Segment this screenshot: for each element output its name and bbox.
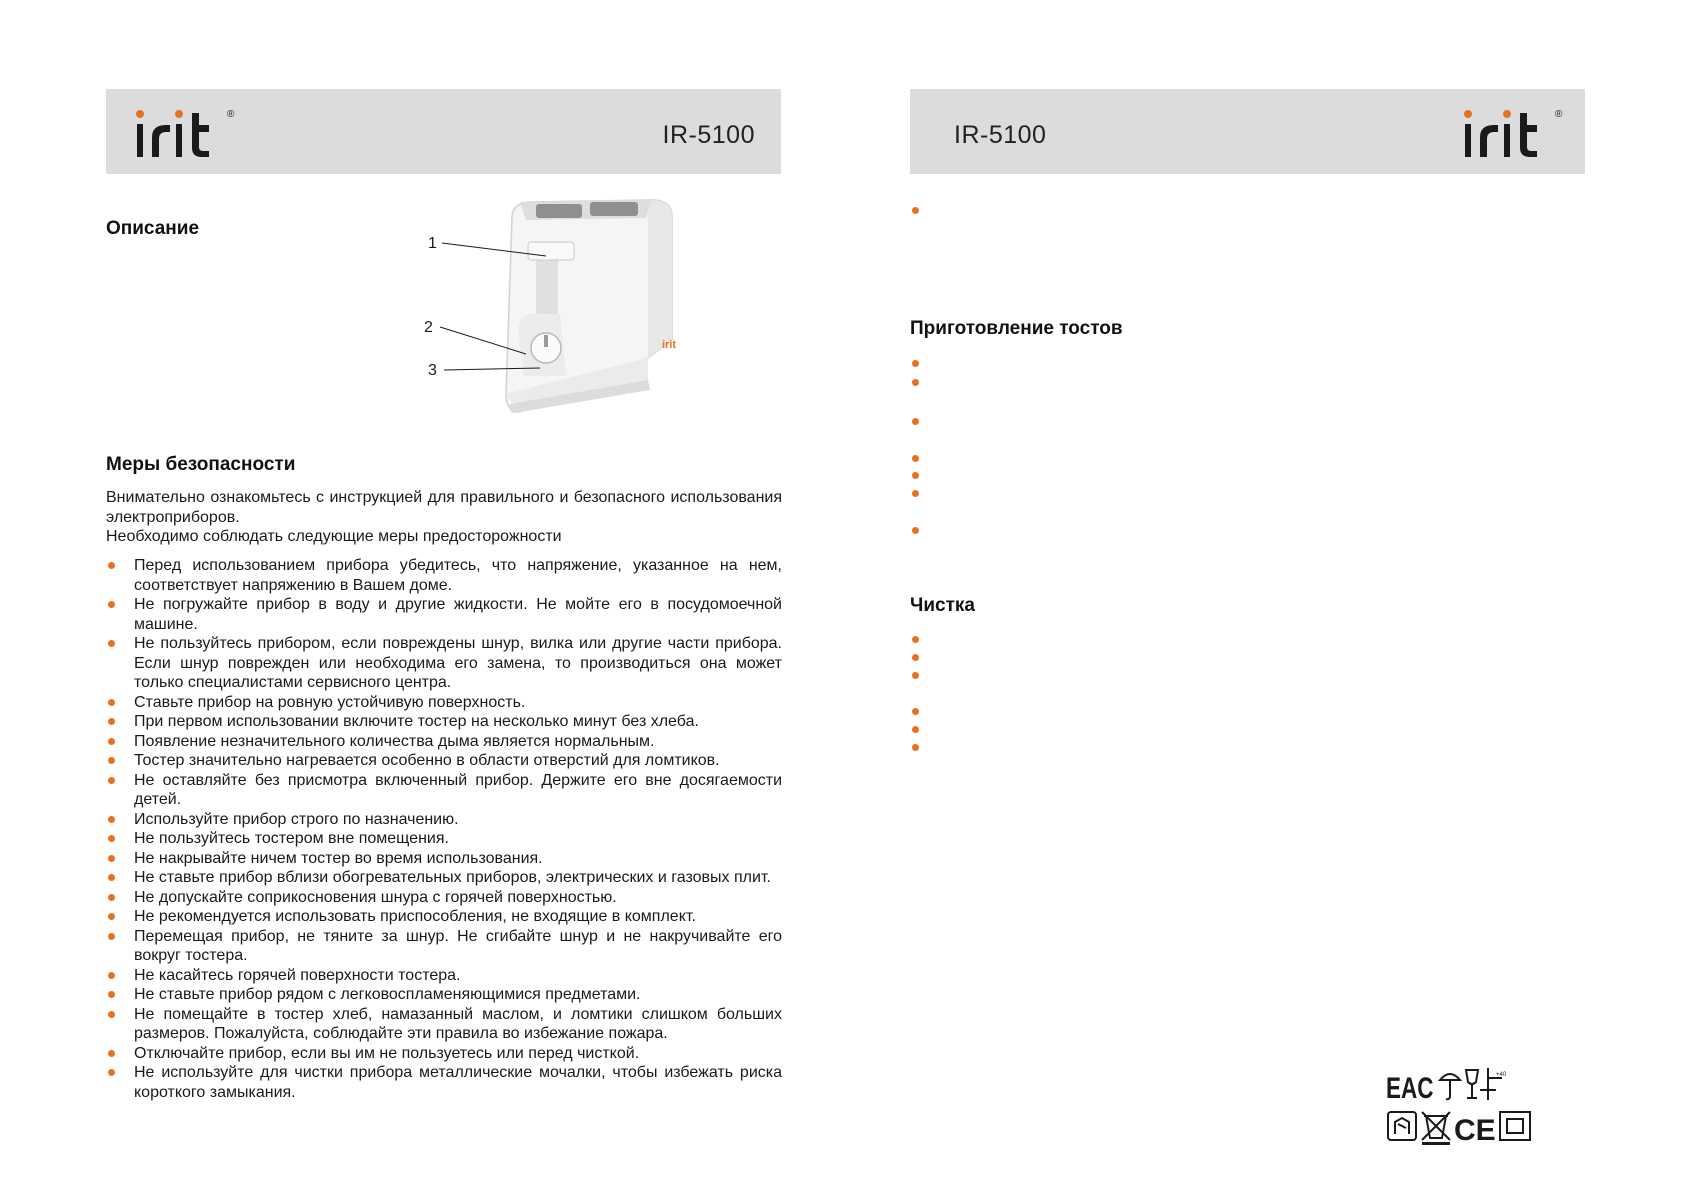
safety-item: Не пользуйтесь прибором, если повреждены шнур, вилка или другие части прибора. Если шнур поврежден или необходима его замена, то производиться она может только специалистами сервисного центра.: [106, 634, 782, 693]
section-title-cleaning: Чистка: [910, 595, 975, 616]
certification-marks: [1386, 1066, 1536, 1146]
safety-item: Не помещайте в тостер хлеб, намазанный маслом, и ломтики слишком больших размеров. Пожалуйста, соблюдайте эти правила во избежание пожара.: [106, 1005, 782, 1044]
safety-item: Не допускайте соприкосновения шнура с горячей поверхностью.: [106, 888, 782, 908]
header-left: [106, 89, 781, 174]
safety-item: Отключайте прибор, если вы им не пользуетесь или перед чисткой.: [106, 1044, 782, 1064]
safety-intro-text: Необходимо соблюдать следующие меры предосторожности: [106, 528, 562, 545]
safety-item: Появление незначительного количества дыма является нормальным.: [106, 732, 782, 752]
toaster-illustration-icon: [420, 190, 740, 440]
eac-mark-icon: [1386, 1071, 1433, 1105]
svg-text:+40: +40: [1496, 1072, 1507, 1078]
safety-item: Не ставьте прибор вблизи обогревательных приборов, электрических и газовых плит.: [106, 868, 782, 888]
safety-item: При первом использовании включите тостер на несколько минут без хлеба.: [106, 712, 782, 732]
safety-item: Тостер значительно нагревается особенно в области отверстий для ломтиков.: [106, 751, 782, 771]
safety-item: Не касайтесь горячей поверхности тостера.: [106, 966, 782, 986]
registered-mark: ®: [1555, 109, 1563, 120]
temperature-limit-icon: [1480, 1068, 1507, 1100]
safety-item: Не используйте для чистки прибора металлические мочалки, чтобы избежать риска короткого замыкания.: [106, 1063, 782, 1102]
bullet-dot: [912, 654, 919, 661]
callout-2: 2: [424, 319, 433, 336]
section-title-toast: Приготовление тостов: [910, 318, 1123, 339]
bullet-dot: [912, 636, 919, 643]
weee-bin-icon: [1422, 1112, 1450, 1145]
bullet-dot: [912, 207, 919, 214]
fragile-icon: [1466, 1070, 1478, 1098]
registered-mark: ®: [227, 109, 235, 120]
handle-with-care-icon: [1388, 1112, 1416, 1140]
safety-item: Не оставляйте без присмотра включенный прибор. Держите его вне досягаемости детей.: [106, 771, 782, 810]
section-title-safety: Меры безопасности: [106, 454, 296, 475]
svg-text:irit: irit: [662, 339, 677, 351]
bullet-dot: [912, 418, 919, 425]
irit-logo: [1462, 107, 1572, 163]
safety-item: Не рекомендуется использовать приспособления, не входящие в комплект.: [106, 907, 782, 927]
class-ii-icon: [1500, 1112, 1530, 1140]
callout-1: 1: [428, 235, 437, 252]
section-title-description: Описание: [106, 218, 200, 239]
safety-item: Не накрывайте ничем тостер во время использования.: [106, 849, 782, 869]
irit-logo: [134, 107, 244, 163]
bullet-dot: [912, 708, 919, 715]
safety-item: Используйте прибор строго по назначению.: [106, 810, 782, 830]
bullet-dot: [912, 455, 919, 462]
safety-intro: [106, 488, 782, 547]
safety-item: Ставьте прибор на ровную устойчивую поверхность.: [106, 693, 782, 713]
bullet-dot: [912, 527, 919, 534]
svg-text:EAC: EAC: [1386, 1070, 1434, 1105]
ce-mark-icon: [1454, 1114, 1496, 1146]
model-number: IR-5100: [954, 121, 1047, 149]
safety-item: Перед использованием прибора убедитесь, что напряжение, указанное на нем, соответствует напряжению в Вашем доме.: [106, 556, 782, 595]
safety-item: Не пользуйтесь тостером вне помещения.: [106, 829, 782, 849]
safety-item: Не ставьте прибор рядом с легковоспламеняющимися предметами.: [106, 985, 782, 1005]
model-number: IR-5100: [662, 121, 755, 149]
callout-3: 3: [428, 362, 437, 379]
safety-item: Не погружайте прибор в воду и другие жидкости. Не мойте его в посудомоечной машине.: [106, 595, 782, 634]
bullet-dot: [912, 490, 919, 497]
bullet-dot: [912, 379, 919, 386]
svg-text:CE: CE: [1454, 1114, 1496, 1146]
bullet-dot: [912, 472, 919, 479]
bullet-dot: [912, 744, 919, 751]
safety-list: [106, 556, 782, 1102]
bullet-dot: [912, 360, 919, 367]
safety-intro-text: Внимательно ознакомьтесь с инструкцией для правильного и безопасного использования электроприборов.: [106, 489, 782, 526]
keep-dry-icon: [1440, 1074, 1460, 1099]
bullet-dot: [912, 672, 919, 679]
header-right: [910, 89, 1585, 174]
bullet-dot: [912, 726, 919, 733]
safety-item: Перемещая прибор, не тяните за шнур. Не сгибайте шнур и не накручивайте его вокруг тостера.: [106, 927, 782, 966]
